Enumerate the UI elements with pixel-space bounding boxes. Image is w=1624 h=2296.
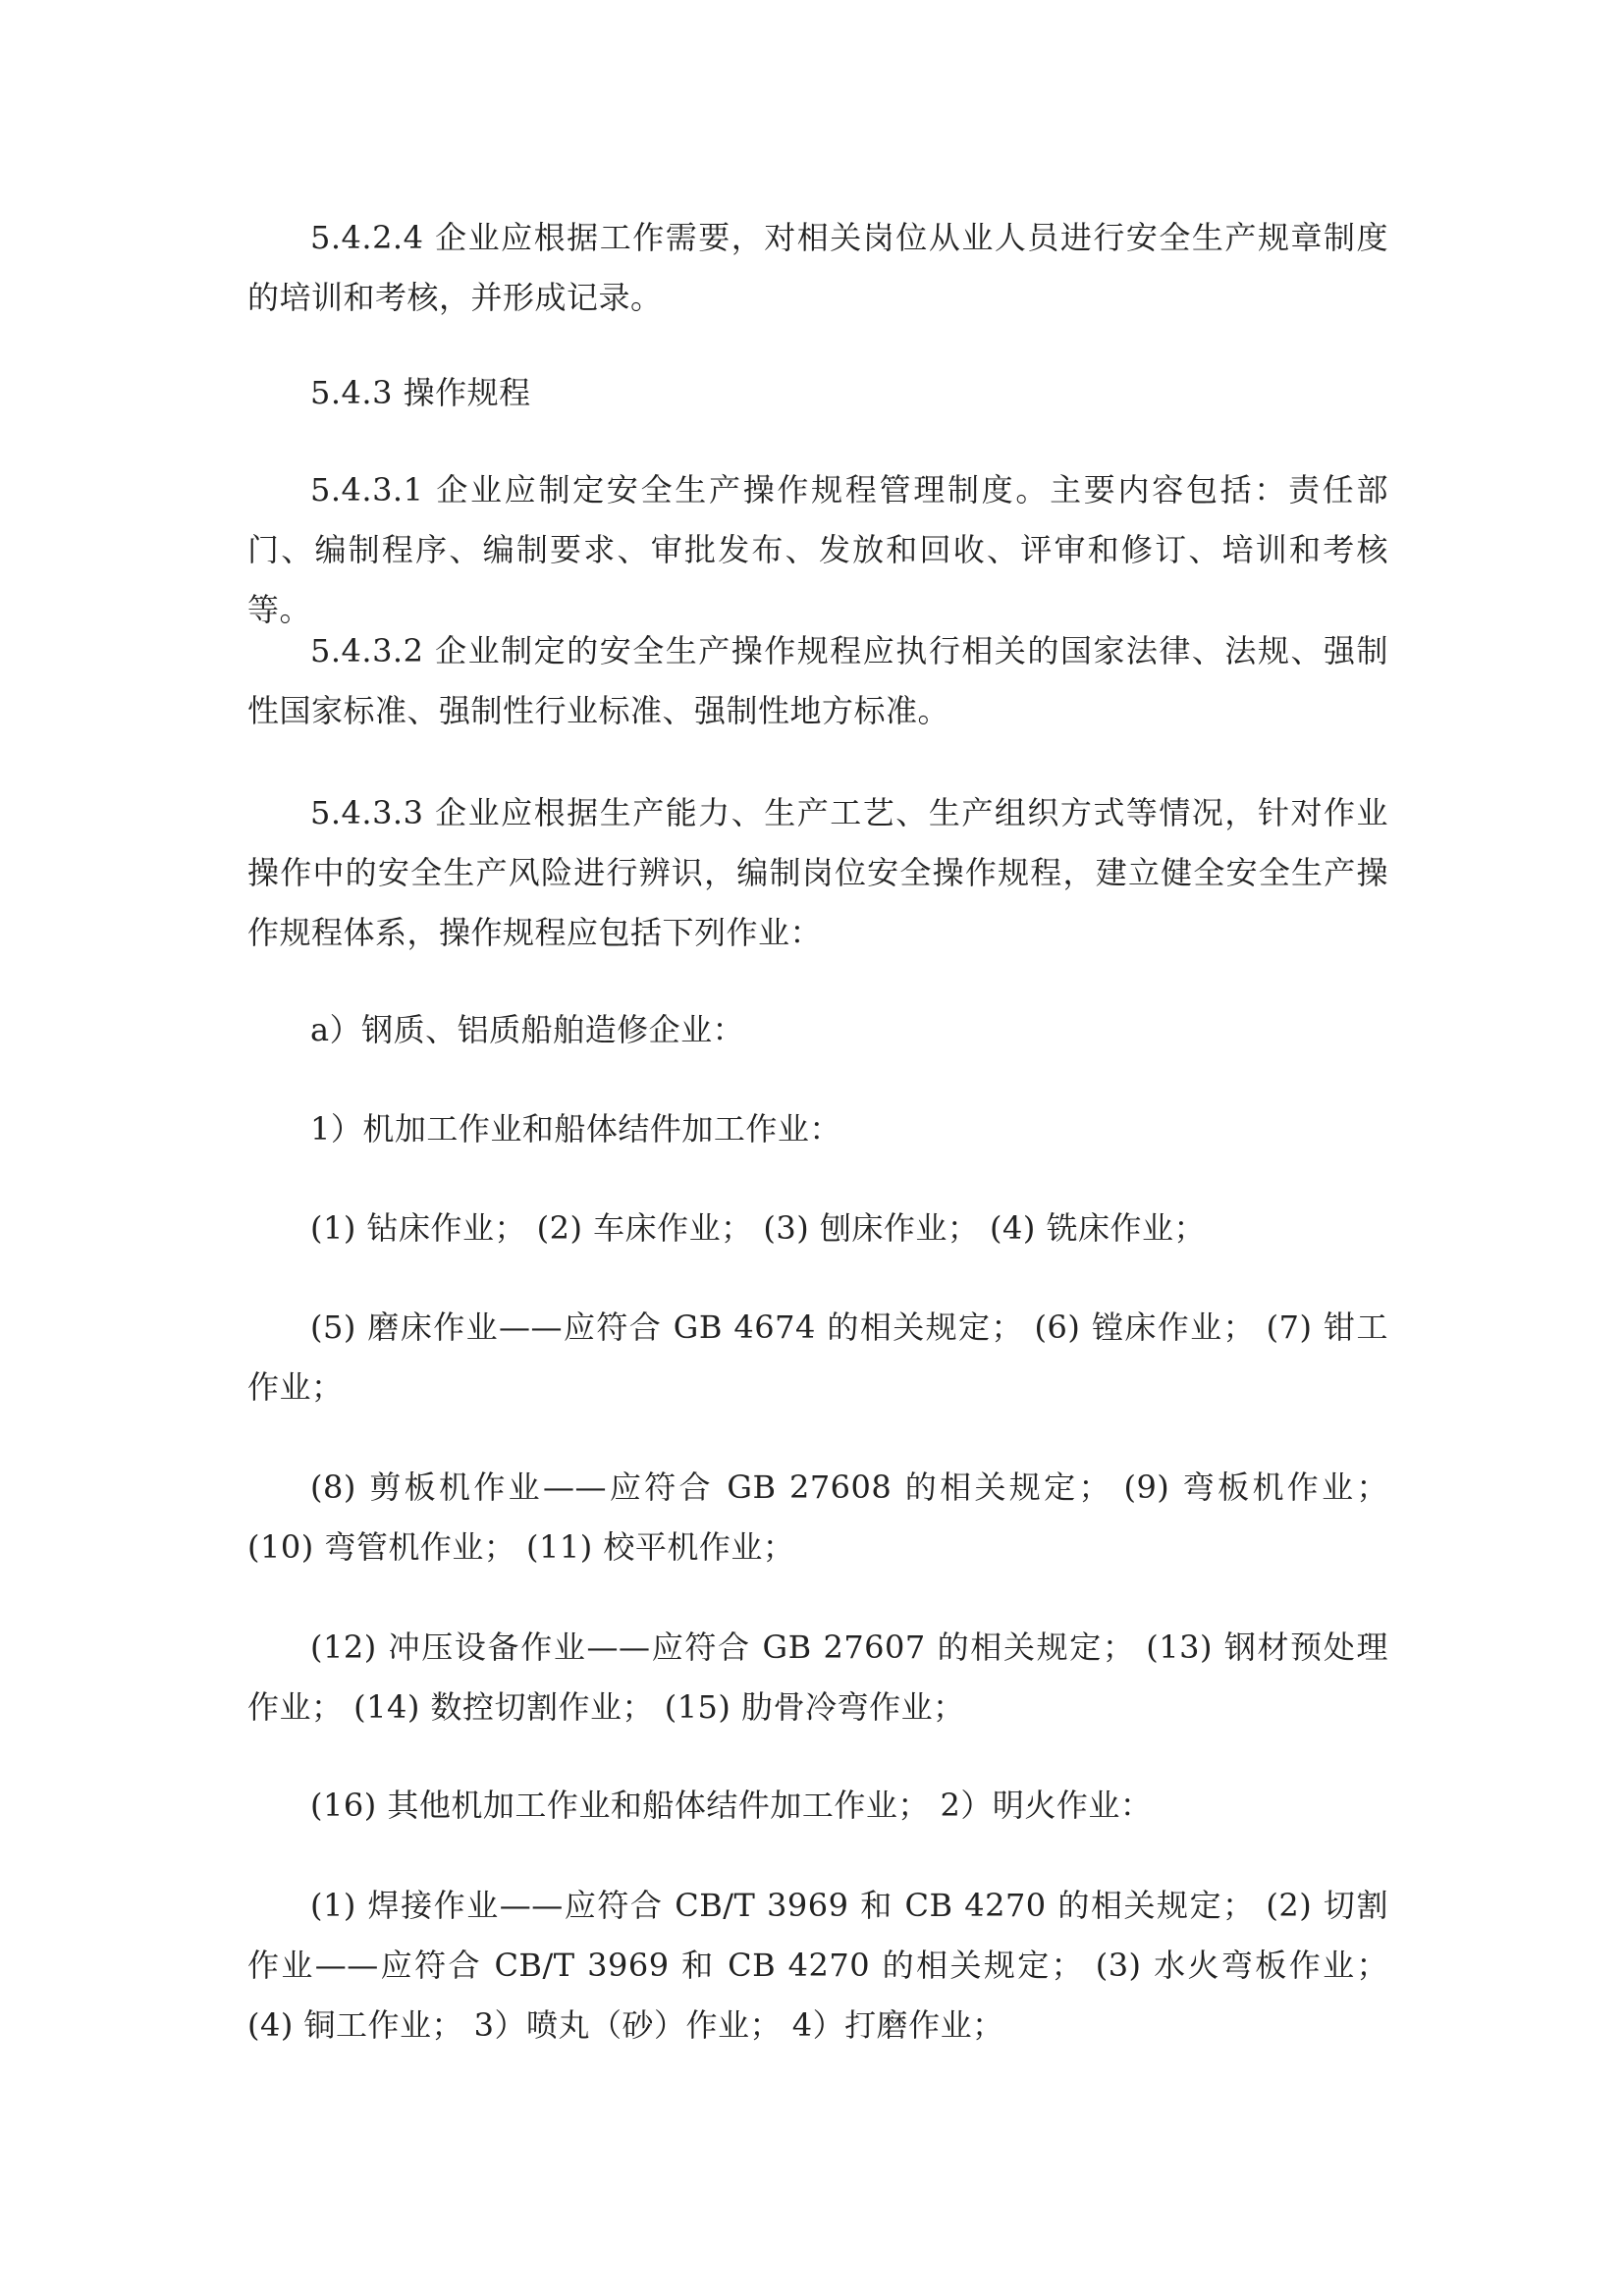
paragraph-5-4-2-4: 5.4.2.4 企业应根据工作需要，对相关岗位从业人员进行安全生产规章制度的培训和考核，并形成记录。: [247, 219, 1388, 316]
list-item-a: a）钢质、铝质船舶造修企业：: [310, 1011, 745, 1048]
list-item-machining-12-15: (12) 冲压设备作业——应符合 GB 27607 的相关规定； (13) 钢材预处理作业； (14) 数控切割作业； (15) 肋骨冷弯作业；: [247, 1629, 1388, 1726]
list-item-hot-work: (1) 焊接作业——应符合 CB/T 3969 和 CB 4270 的相关规定； (2) 切割作业——应符合 CB/T 3969 和 CB 4270 的相关规定； (3) 水火弯板作业； (4) 铜工作业； 3）喷丸（砂）作业； 4）打磨作业；: [247, 1887, 1388, 2044]
list-item-machining-5-7: (5) 磨床作业——应符合 GB 4674 的相关规定； (6) 镗床作业； (7) 钳工作业；: [247, 1308, 1388, 1406]
list-item-1: 1）机加工作业和船体结件加工作业：: [310, 1110, 841, 1148]
paragraph-5-4-3-2: 5.4.3.2 企业制定的安全生产操作规程应执行相关的国家法律、法规、强制性国家标准、强制性行业标准、强制性地方标准。: [247, 632, 1388, 729]
paragraph-5-4-3-3: 5.4.3.3 企业应根据生产能力、生产工艺、生产组织方式等情况，针对作业操作中的安全生产风险进行辨识，编制岗位安全操作规程，建立健全安全生产操作规程体系，操作规程应包括下列作业：: [247, 794, 1388, 951]
section-heading-5-4-3: 5.4.3 操作规程: [310, 374, 531, 411]
document-page: [247, 0, 1388, 2296]
list-item-machining-16: (16) 其他机加工作业和船体结件加工作业； 2）明火作业：: [310, 1787, 1153, 1824]
list-item-machining-8-11: (8) 剪板机作业——应符合 GB 27608 的相关规定； (9) 弯板机作业； (10) 弯管机作业； (11) 校平机作业；: [247, 1468, 1388, 1566]
list-item-machining-1-4: (1) 钻床作业； (2) 车床作业； (3) 刨床作业； (4) 铣床作业；: [310, 1209, 1207, 1247]
paragraph-5-4-3-1: 5.4.3.1 企业应制定安全生产操作规程管理制度。主要内容包括：责任部门、编制程序、编制要求、审批发布、发放和回收、评审和修订、培训和考核等。: [247, 471, 1388, 628]
